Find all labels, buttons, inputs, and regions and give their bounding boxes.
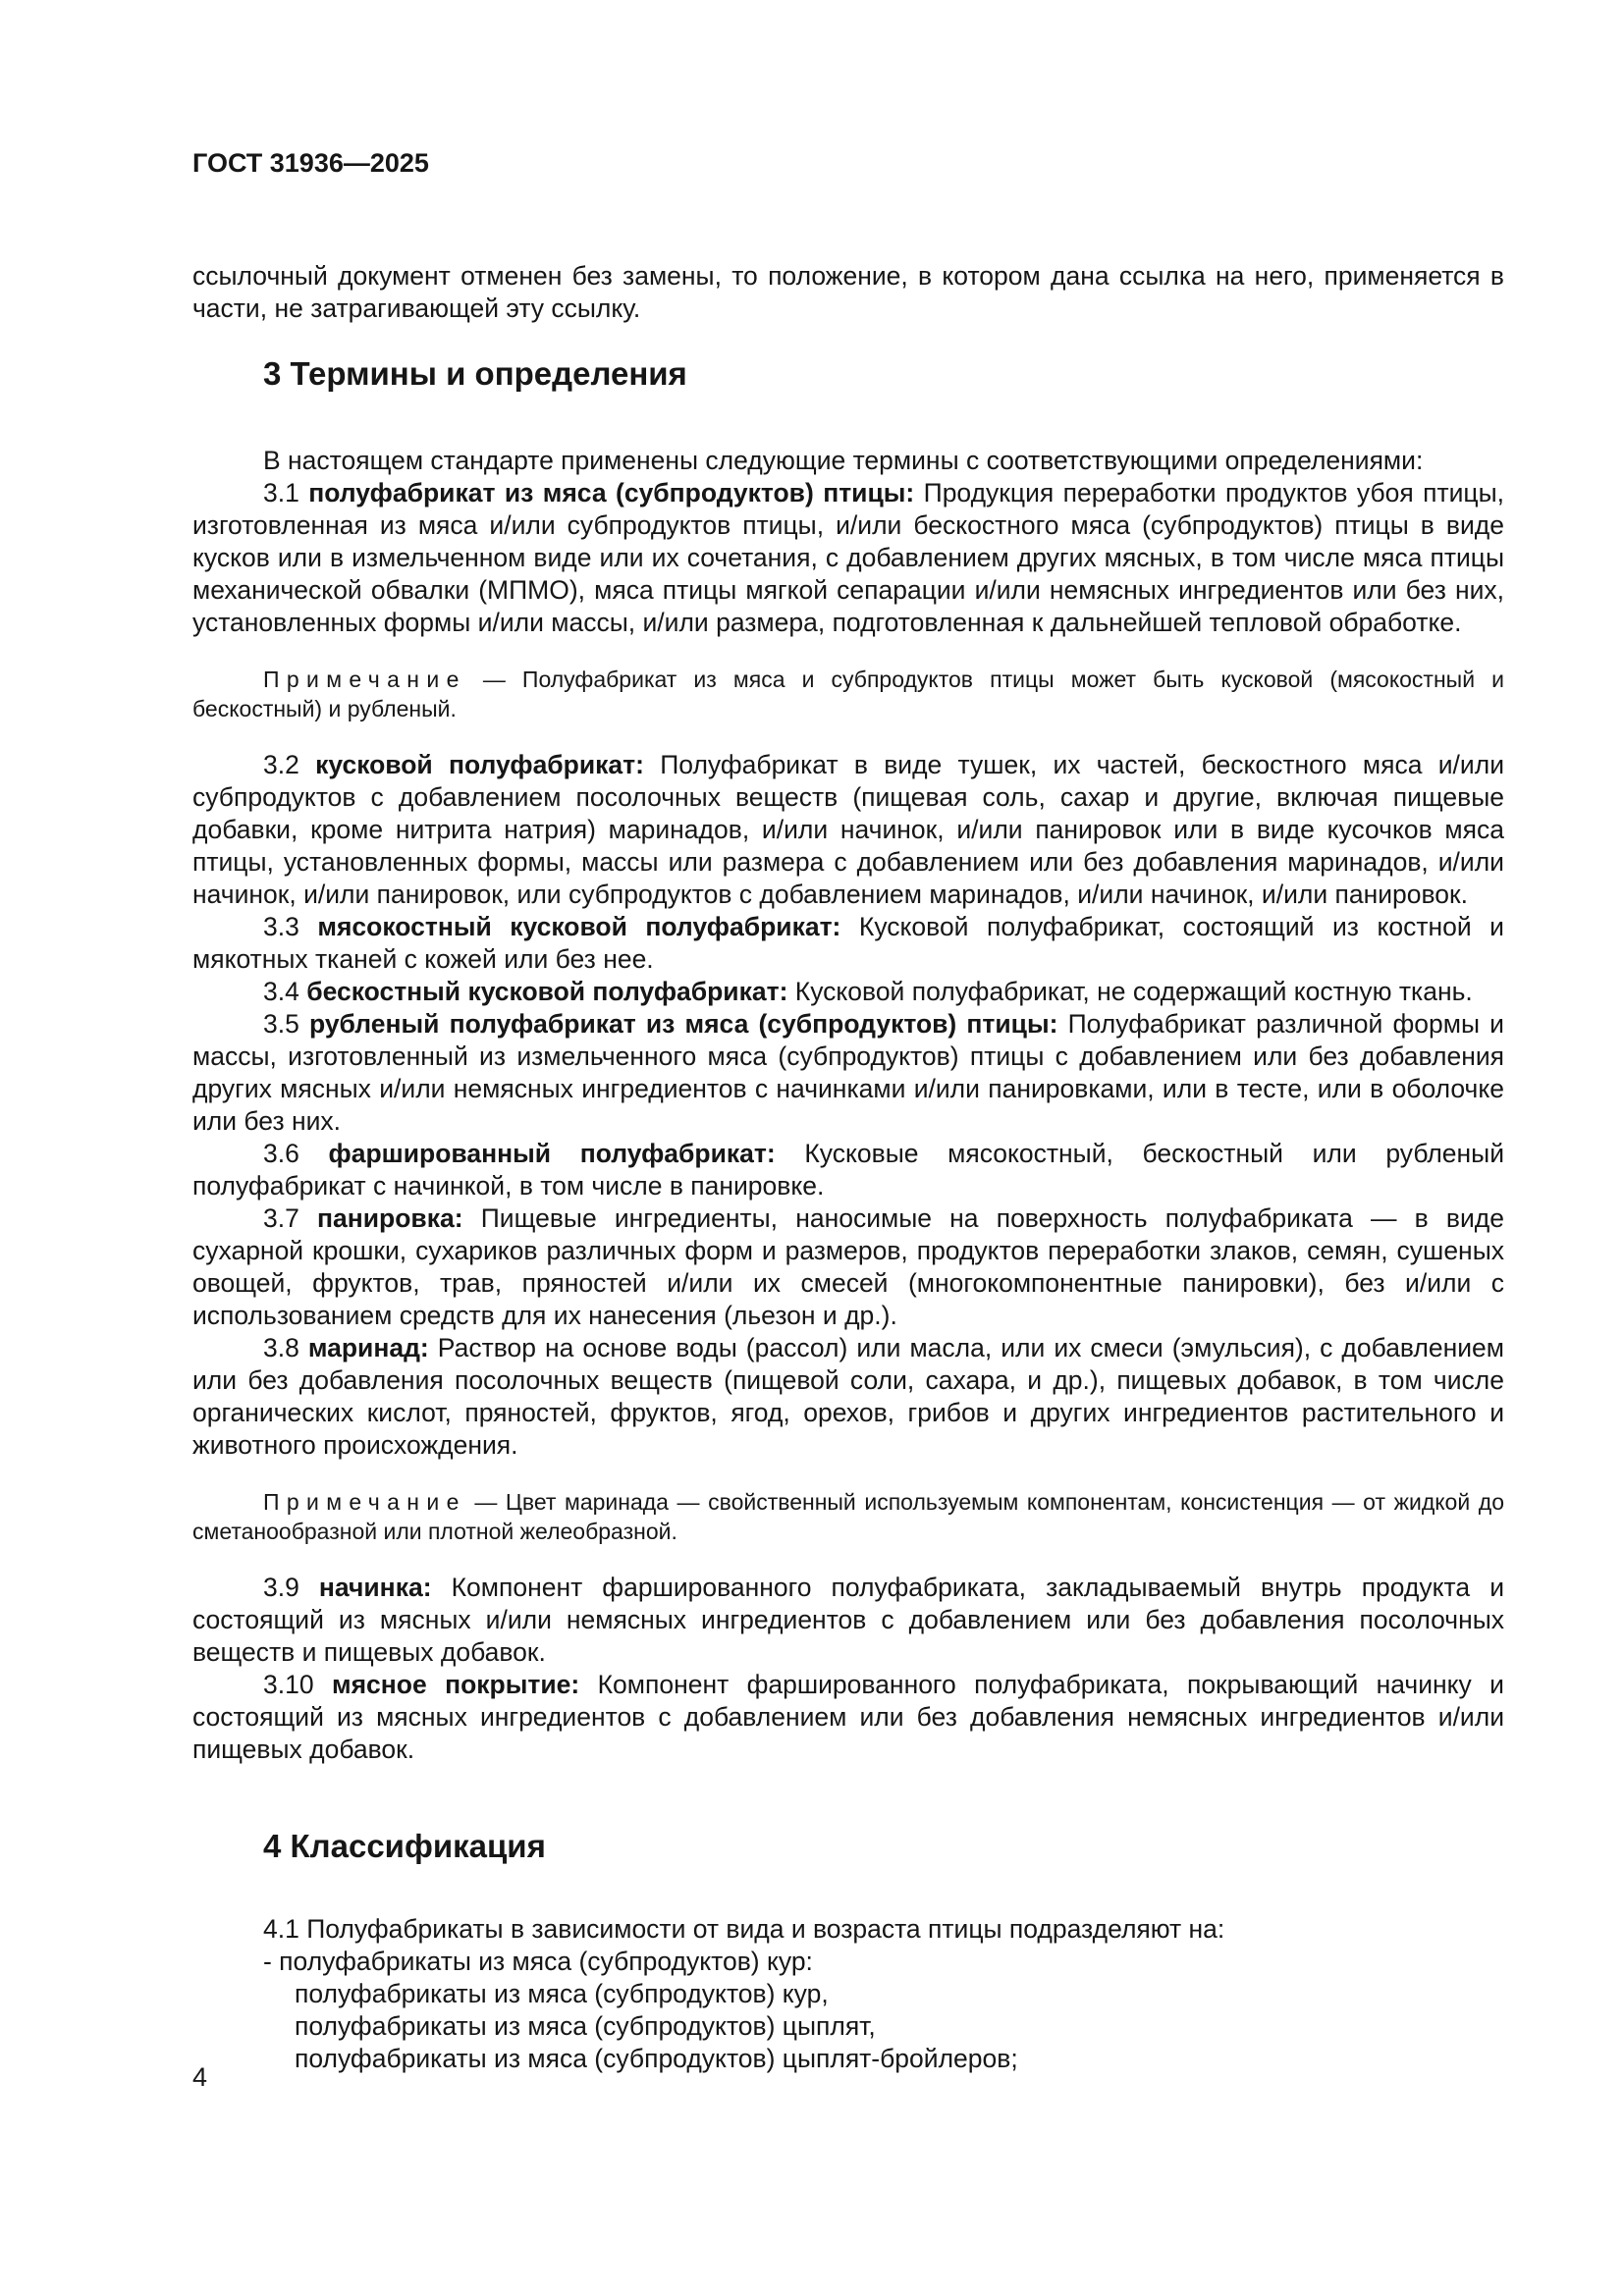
term-definition: Кусковые мясокостный, бескостный или рубленый полуфабрикат с начинкой, в том числе в панировке. [192, 1139, 1505, 1201]
term-title: начинка: [318, 1573, 432, 1602]
term-title: кусковой полуфабрикат: [315, 750, 644, 779]
term-number: 3.2 [263, 750, 316, 779]
term-number: 3.7 [263, 1203, 318, 1233]
term-definition: Компонент фаршированного полуфабриката, покрывающий начинку и состоящий из мясных ингредиентов с добавлением или без добавления немясных ингредиентов и/или пищевых добавок. [192, 1670, 1504, 1764]
term-paragraph-3-8 [192, 1332, 1504, 1462]
term-title: панировка: [317, 1203, 463, 1233]
term-paragraph-3-2 [192, 749, 1504, 911]
term-definition: Кусковой полуфабрикат, не содержащий костную ткань. [787, 977, 1473, 1006]
list-item: полуфабрикаты из мяса (субпродуктов) цыплят, [295, 2011, 876, 2041]
page-number: 4 [192, 2062, 208, 2092]
clause-4-1: 4.1 Полуфабрикаты в зависимости от вида и возраста птицы подразделяют на: [263, 1914, 1225, 1944]
term-title: рубленый полуфабрикат из мяса (субпродуктов) птицы: [308, 1009, 1058, 1039]
term-definition: Кусковой полуфабрикат, состоящий из костной и мякотных тканей с кожей или без нее. [192, 912, 1504, 974]
term-title: бескостный кусковой полуфабрикат: [306, 977, 788, 1006]
note-1 [192, 665, 1504, 723]
list-item: полуфабрикаты из мяса (субпродуктов) кур, [295, 1979, 829, 2008]
term-paragraph-3-3 [192, 911, 1504, 976]
term-number: 3.10 [263, 1670, 332, 1699]
term-definition: Компонент фаршированного полуфабриката, закладываемый внутрь продукта и состоящий из мясных и/или немясных ингредиентов с добавлением или без добавления посолочных веществ и пищевых добавок. [192, 1573, 1505, 1667]
page-content [192, 0, 1504, 2075]
term-number: 3.5 [263, 1009, 309, 1039]
term-paragraph-3-7 [192, 1202, 1504, 1332]
term-title: мясное покрытие: [331, 1670, 580, 1699]
note-label: Примечание [263, 667, 466, 692]
section-3-lead: В настоящем стандарте применены следующие термины с соответствующими определениями: [263, 446, 1424, 475]
term-number: 3.6 [263, 1139, 329, 1168]
term-title: мясокостный кусковой полуфабрикат: [317, 912, 841, 941]
note-2 [192, 1487, 1504, 1546]
document-header: ГОСТ 31936—2025 [192, 148, 429, 178]
term-title: полуфабрикат из мяса (субпродуктов) птицы: [308, 478, 915, 507]
note-text: — Цвет маринада — свойственный используемым компонентам, консистенция — от жидкой до сметанообразной или плотной желеобразной. [192, 1489, 1504, 1544]
term-paragraph-3-9 [192, 1572, 1504, 1669]
note-label: Примечание [263, 1489, 466, 1515]
paragraph-intro-continuation: ссылочный документ отменен без замены, то положение, в котором дана ссылка на него, применяется в части, не затрагивающей эту ссылку. [192, 261, 1504, 323]
term-definition: Раствор на основе воды (рассол) или масла, или их смеси (эмульсия), с добавлением или без добавления посолочных веществ (пищевой соли, сахара, и др.), пищевых добавок, в том числе органических кислот, пряностей, фруктов, ягод, орехов, грибов и других ингредиентов растительного и животного происхождения. [192, 1333, 1505, 1460]
list-item: полуфабрикаты из мяса (субпродуктов) цыплят-бройлеров; [295, 2044, 1018, 2073]
section-4-heading: 4 Классификация [263, 1828, 546, 1864]
term-definition: Продукция переработки продуктов убоя птицы, изготовленная из мяса и/или субпродуктов птицы, и/или бескостного мяса (субпродуктов) птицы в виде кусков или в измельченном виде или их сочетания, с добавлением других мясных, в том числе мяса птицы механической обвалки (МПМО), мяса птицы мягкой сепарации и/или немясных ингредиентов или без них, установленных формы и/или массы, и/или размера, подготовленная к дальнейшей тепловой обработке. [192, 478, 1504, 637]
term-paragraph-3-6 [192, 1138, 1504, 1202]
term-definition: Пищевые ингредиенты, наносимые на поверхность полуфабриката — в виде сухарной крошки, сухариков различных форм и размеров, продуктов переработки злаков, семян, сушеных овощей, фруктов, трав, пряностей и/или их смесей (многокомпонентные панировки), без и/или с использованием средств для их нанесения (льезон и др.). [192, 1203, 1505, 1330]
term-number: 3.8 [263, 1333, 308, 1362]
term-paragraph-3-5 [192, 1008, 1504, 1138]
term-paragraph-3-10 [192, 1669, 1504, 1766]
section-3-heading: 3 Термины и определения [263, 355, 687, 392]
term-title: маринад: [307, 1333, 429, 1362]
term-number: 3.9 [263, 1573, 319, 1602]
note-text: — Полуфабрикат из мяса и субпродуктов птицы может быть кусковой (мясокостный и бескостный) и рубленый. [192, 667, 1504, 721]
list-intro-line: - полуфабрикаты из мяса (субпродуктов) кур: [263, 1947, 813, 1976]
term-number: 3.1 [263, 478, 309, 507]
term-paragraph-3-1 [192, 477, 1504, 639]
term-definition: Полуфабрикат в виде тушек, их частей, бескостного мяса и/или субпродуктов с добавлением посолочных веществ (пищевая соль, сахар и другие, включая пищевые добавки, кроме нитрита натрия) маринадов, и/или начинок, и/или панировок или в виде кусочков мяса птицы, установленных формы, массы или размера с добавлением или без добавления маринадов, и/или начинок, и/или панировок, или субпродуктов с добавлением маринадов, и/или начинок, и/или панировок. [192, 750, 1504, 909]
term-number: 3.3 [263, 912, 318, 941]
term-number: 3.4 [263, 977, 307, 1006]
term-paragraph-3-4 [192, 976, 1504, 1008]
term-title: фаршированный полуфабрикат: [328, 1139, 776, 1168]
term-definition: Полуфабрикат различной формы и массы, изготовленный из измельченного мяса (субпродуктов) птицы с добавлением или без добавления других мясных и/или немясных ингредиентов с начинками и/или панировками, или в тесте, или в оболочке или без них. [192, 1009, 1504, 1136]
